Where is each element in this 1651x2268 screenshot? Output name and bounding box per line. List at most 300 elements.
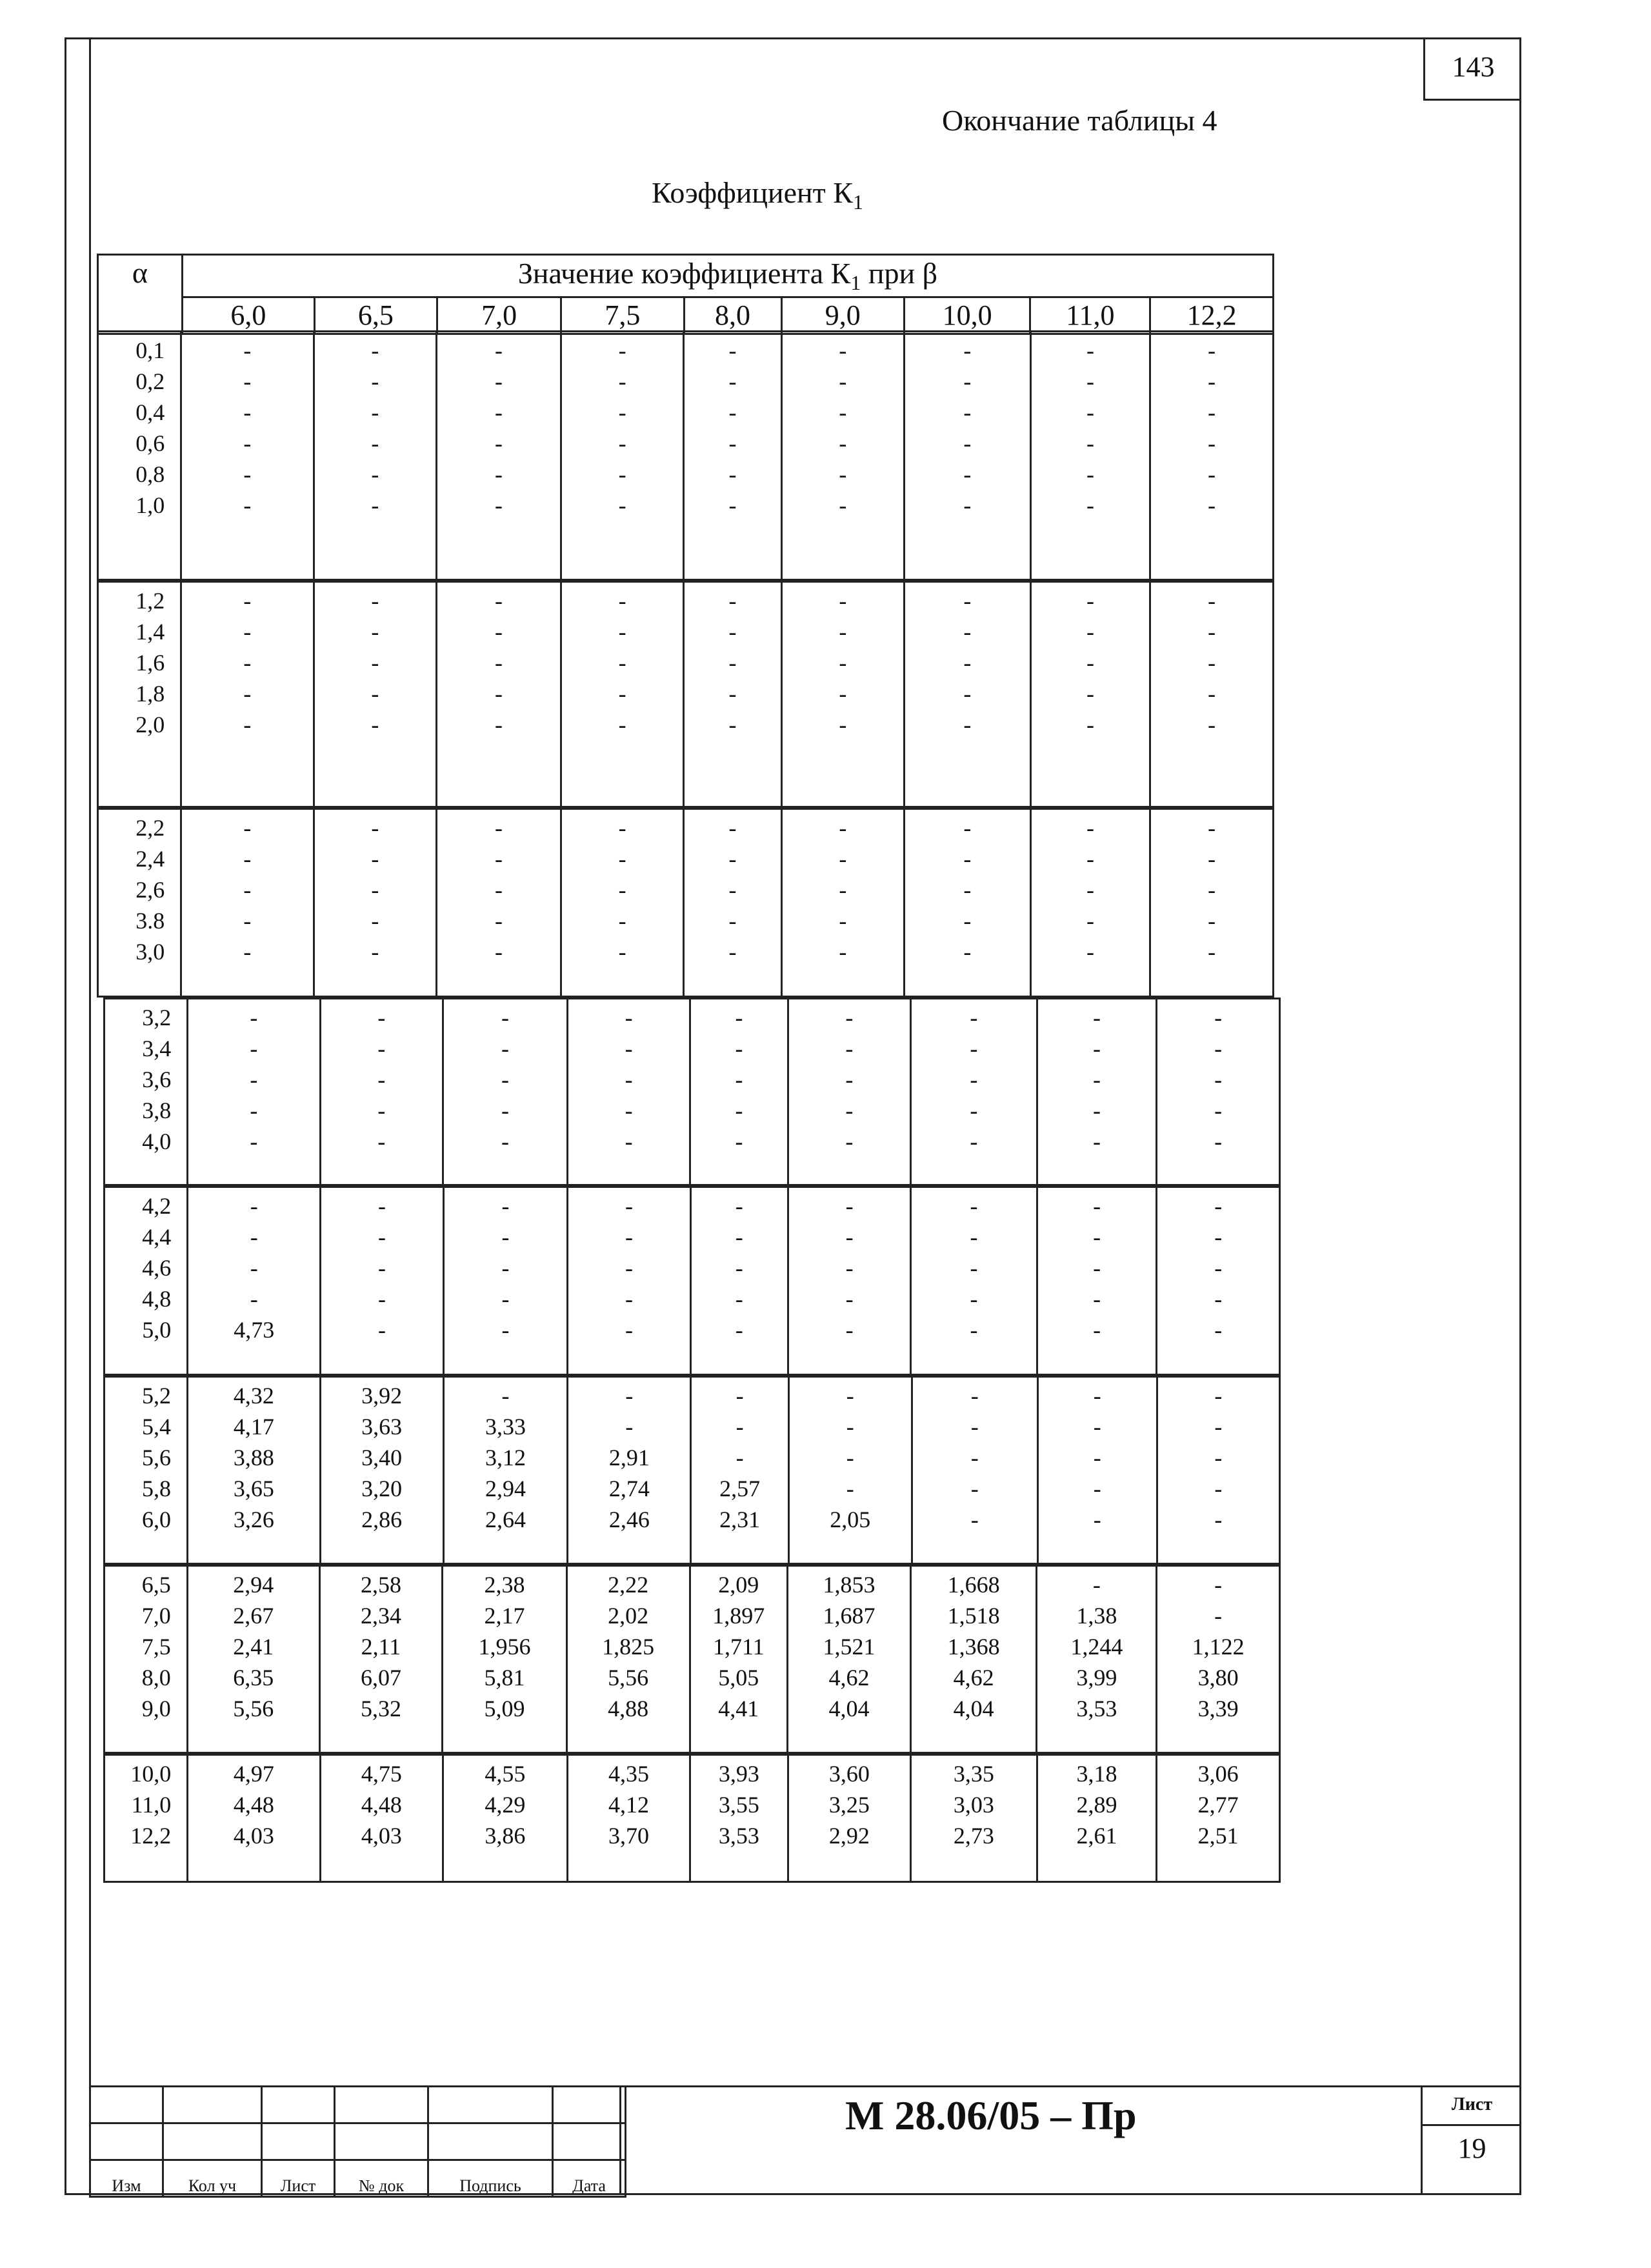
sheet-box [1421,2085,1521,2195]
k1-value: - [371,430,379,456]
table-row [105,999,1280,1185]
alpha-value: 9,0 [141,1696,171,1721]
k1-value: - [845,1098,854,1123]
k1-value: 4,48 [233,1792,274,1818]
k1-value: 3,53 [1076,1696,1117,1721]
k1-value: 4,04 [828,1696,870,1721]
k1-value: - [1086,588,1094,614]
k1-value: - [1214,1067,1223,1092]
sheet-label: Лист [1423,2085,1521,2126]
k1-value: - [728,712,737,738]
k1-value: - [1208,846,1216,872]
k1-value: - [625,1255,633,1281]
value-cell [561,332,684,580]
k1-value: 4,41 [718,1696,759,1721]
stamp-grid [89,2085,626,2198]
k1-value: - [618,908,626,934]
value-cell [1037,999,1157,1185]
alpha-value: 0,6 [135,430,165,456]
k1-value: - [839,877,847,903]
alpha-cell [105,1755,188,1882]
stamp-label: Подпись [428,2160,553,2197]
k1-value: - [845,1224,854,1250]
row-group [103,1186,1281,1376]
table-row [98,332,1274,580]
k1-value: - [501,1067,509,1092]
value-cell [314,582,437,807]
k1-value: - [970,1414,979,1440]
value-cell [566,1566,690,1753]
k1-value: - [845,1193,854,1219]
k1-value: 4,29 [485,1792,526,1818]
k1-value: - [845,1067,854,1092]
k1-value: 1,122 [1192,1634,1245,1660]
value-cell [1030,332,1150,580]
value-cell [690,999,788,1185]
k1-value: - [963,908,972,934]
k1-value: 3,40 [361,1445,403,1470]
k1-value: - [501,1036,509,1061]
k1-value: - [1086,368,1094,394]
k1-value: - [501,1129,509,1154]
k1-value: - [970,1098,978,1123]
k1-value: - [1214,1286,1223,1312]
k1-value: - [963,337,972,363]
row-group [97,581,1274,808]
k1-value: - [1093,1445,1101,1470]
beta-header: 8,0 [684,297,781,334]
alpha-value: 0,2 [135,368,165,394]
k1-value: - [371,681,379,707]
k1-value: - [494,681,503,707]
stamp-cell [335,2087,428,2123]
value-cell [568,1377,691,1564]
k1-value: - [735,1036,743,1061]
k1-value: - [839,681,847,707]
k1-value: - [970,1255,978,1281]
k1-value: - [377,1255,386,1281]
k1-value: 2,22 [608,1572,649,1598]
k1-value: - [377,1005,386,1030]
k1-value: - [371,650,379,676]
alpha-value: 4,6 [142,1255,172,1281]
k1-value: - [728,846,737,872]
k1-value: - [728,492,737,518]
k1-value: 1,368 [947,1634,1000,1660]
k1-value: - [728,368,737,394]
table-row [105,1187,1280,1375]
value-cell [443,1755,568,1882]
k1-value: - [371,619,379,645]
k1-value: 3,26 [233,1507,274,1532]
k1-value: 3,53 [718,1823,759,1849]
k1-value: - [1086,712,1094,738]
alpha-value: 1,6 [135,650,165,676]
alpha-value: 11,0 [131,1792,172,1818]
row-group [103,1376,1281,1565]
alpha-value: 6,5 [141,1572,171,1598]
k1-value: - [494,368,503,394]
k1-value: 2,38 [484,1572,525,1598]
k1-value: - [371,399,379,425]
k1-value: - [1208,681,1216,707]
k1-value: - [846,1476,854,1501]
k1-value: 4,62 [953,1665,994,1691]
stamp-row [90,2123,626,2160]
k1-value: 4,97 [233,1761,274,1787]
stamp-cell [428,2123,553,2160]
table-row [105,1755,1280,1882]
k1-value: - [1214,1414,1223,1440]
k1-value: - [243,846,252,872]
k1-value: - [963,368,972,394]
k1-value: - [735,1005,743,1030]
stamp-label: № док [335,2160,428,2197]
k1-value: - [970,1067,978,1092]
value-cell [1037,1755,1157,1882]
value-cell [1037,1566,1157,1753]
k1-value: 4,62 [828,1665,870,1691]
k1-value: 3,25 [828,1792,870,1818]
value-cell [188,999,320,1185]
k1-value: - [618,846,626,872]
k1-value: - [494,337,503,363]
k1-value: 2,11 [361,1634,401,1660]
k1-value: 2,31 [719,1507,761,1532]
value-cell [187,1566,319,1753]
k1-value: 3,99 [1076,1665,1117,1691]
value-cell [788,999,911,1185]
page-number: 143 [1423,37,1521,101]
value-cell [781,582,905,807]
alpha-value: 5,4 [142,1414,172,1440]
alpha-value: 10,0 [130,1761,172,1787]
k1-value: 2,86 [361,1507,403,1532]
k1-value: - [494,908,503,934]
k1-value: - [371,877,379,903]
k1-value: - [618,461,626,487]
k1-value: - [618,368,626,394]
alpha-value: 3,2 [142,1005,172,1030]
alpha-value: 1,4 [135,619,165,645]
value-cell [1030,809,1150,997]
value-cell [437,582,561,807]
value-cell [1037,1377,1157,1564]
alpha-header: α [98,255,183,334]
alpha-value: 4,4 [142,1224,172,1250]
alpha-value: 5,0 [142,1317,172,1343]
k1-value: 5,05 [718,1665,759,1691]
value-cell [314,332,437,580]
alpha-value: 3,8 [142,1098,172,1123]
k1-value: - [494,939,503,965]
value-cell [781,332,905,580]
document-code: М 28.06/05 – Пр [845,2092,1137,2138]
k1-value: - [501,1317,510,1343]
k1-value: 5,81 [484,1665,525,1691]
k1-value: 2,94 [485,1476,526,1501]
alpha-cell [98,332,181,580]
k1-value: - [839,588,847,614]
k1-value: - [1208,650,1216,676]
alpha-cell [105,1187,188,1375]
value-cell [781,809,905,997]
k1-value: - [501,1383,510,1409]
k1-value: - [494,588,503,614]
k1-value: - [1086,492,1094,518]
k1-value: - [1093,1286,1101,1312]
k1-value: - [1092,1572,1101,1598]
table-row [98,582,1274,807]
k1-value: - [970,1476,979,1501]
beta-header: 6,0 [182,297,314,334]
k1-value: 3,33 [485,1414,526,1440]
table-row [98,809,1274,997]
value-cell [561,582,684,807]
k1-value: 3,65 [233,1476,274,1501]
k1-value: - [371,337,379,363]
beta-header: 10,0 [904,297,1030,334]
value-cell [443,999,568,1185]
k1-value: 2,61 [1076,1823,1117,1849]
k1-value: 4,04 [953,1696,994,1721]
alpha-value: 5,6 [142,1445,172,1470]
k1-value: - [728,430,737,456]
k1-value: - [618,877,626,903]
k1-value: - [970,1286,978,1312]
k1-value: 2,02 [608,1603,649,1629]
k1-value: - [243,461,252,487]
k1-value: - [243,619,252,645]
k1-value: - [625,1317,633,1343]
k1-value: - [735,1255,743,1281]
k1-value: 2,67 [233,1603,274,1629]
k1-value: - [1208,492,1216,518]
k1-value: - [501,1224,510,1250]
alpha-value: 2,0 [135,712,165,738]
alpha-value: 5,2 [142,1383,172,1409]
k1-value: - [963,461,972,487]
k1-value: - [501,1193,510,1219]
k1-value: - [618,681,626,707]
k1-value: - [963,619,972,645]
k1-value: 2,77 [1197,1792,1239,1818]
k1-value: - [371,588,379,614]
k1-value: - [625,1193,633,1219]
k1-value: - [845,1036,854,1061]
k1-value: 1,853 [823,1572,876,1598]
k1-value: 2,46 [608,1507,650,1532]
value-cell [788,1566,911,1753]
stamp-cell [262,2087,335,2123]
value-cell [568,1187,691,1375]
value-cell [181,582,314,807]
k1-value: - [371,815,379,841]
k1-value: 4,48 [361,1792,402,1818]
k1-value: - [728,877,737,903]
k1-value: - [1214,1572,1223,1598]
k1-value: - [243,588,252,614]
k1-value: - [494,815,503,841]
k1-value: - [625,1224,633,1250]
k1-value: - [494,461,503,487]
table-row [105,1377,1280,1564]
k1-value: - [377,1317,386,1343]
alpha-value: 8,0 [141,1665,171,1691]
k1-value: - [494,877,503,903]
value-cell [788,1755,911,1882]
k1-value: - [1092,1036,1101,1061]
stamp-label: Лист [262,2160,335,2197]
beta-header: 7,0 [437,297,561,334]
value-cell [188,1755,320,1882]
value-cell [788,1187,911,1375]
beta-header: 7,5 [561,297,684,334]
value-cell [188,1187,321,1375]
k1-value: - [846,1383,854,1409]
k1-value: - [1208,908,1216,934]
k1-value: - [618,588,626,614]
k1-value: 2,58 [360,1572,401,1598]
alpha-cell [98,809,181,997]
k1-value: - [618,399,626,425]
k1-value: - [243,337,252,363]
value-cell [684,582,781,807]
k1-value: - [728,908,737,934]
k1-value: 4,03 [233,1823,274,1849]
k1-value: - [1214,1603,1223,1629]
value-cell [320,1377,443,1564]
stamp-label: Дата [553,2160,626,2197]
k1-value: - [377,1129,386,1154]
k1-value: - [494,399,503,425]
k1-value: 5,56 [608,1665,649,1691]
k1-value: - [243,492,252,518]
k1-value: - [1086,619,1094,645]
k1-value: - [494,846,503,872]
k1-value: - [1214,1036,1223,1061]
alpha-value: 7,0 [141,1603,171,1629]
k1-value: - [735,1286,743,1312]
k1-value: 1,825 [602,1634,655,1660]
k1-value: - [1214,1383,1223,1409]
beta-header: 12,2 [1150,297,1274,334]
k1-value: 3,18 [1076,1761,1117,1787]
k1-value: 2,17 [484,1603,525,1629]
value-cell [690,1187,788,1375]
k1-value: 3,35 [953,1761,994,1787]
value-cell [443,1566,567,1753]
span-header [182,255,1273,297]
row-group [97,330,1274,581]
value-cell [1157,999,1280,1185]
k1-value: - [970,1317,978,1343]
k1-value: 4,75 [361,1761,402,1787]
k1-value: - [494,492,503,518]
k1-value: - [728,588,737,614]
k1-value: 1,668 [947,1572,1000,1598]
k1-value: - [618,650,626,676]
k1-value: 2,64 [485,1507,526,1532]
k1-value: 5,56 [233,1696,274,1721]
k1-value: - [371,908,379,934]
k1-value: - [625,1036,633,1061]
k1-value: - [377,1224,386,1250]
k1-value: - [1208,712,1216,738]
k1-value: - [243,368,252,394]
k1-value: 3,60 [828,1761,870,1787]
k1-value: - [501,1005,509,1030]
k1-value: - [618,492,626,518]
k1-value: - [839,461,847,487]
k1-value: - [839,619,847,645]
value-cell [181,809,314,997]
k1-value: - [618,430,626,456]
k1-value: 5,32 [360,1696,401,1721]
k1-value: - [839,712,847,738]
k1-value: 3,55 [718,1792,759,1818]
value-cell [1150,582,1274,807]
k1-value: - [1208,337,1216,363]
k1-value: - [728,461,737,487]
k1-value: - [1214,1476,1223,1501]
k1-value: 2,94 [233,1572,274,1598]
k1-value: - [963,650,972,676]
alpha-value: 2,2 [135,815,165,841]
sheet-number: 19 [1457,2133,1486,2164]
k1-value: - [250,1193,258,1219]
k1-value: - [1092,1005,1101,1030]
k1-value: - [728,619,737,645]
k1-value: - [1093,1224,1101,1250]
continuation-title: Окончание таблицы 4 [942,104,1217,137]
value-cell [1157,1377,1279,1564]
k1-value: - [735,1317,743,1343]
k1-value: - [377,1098,386,1123]
k1-value: - [1208,368,1216,394]
k1-value: - [846,1445,854,1470]
k1-value: - [839,650,847,676]
k1-value: - [494,712,503,738]
table-title-prefix: Коэффициент К [652,176,853,209]
k1-value: - [1208,877,1216,903]
k1-value: - [839,908,847,934]
beta-header: 11,0 [1030,297,1150,334]
k1-value: - [250,1098,258,1123]
alpha-value: 0,1 [135,337,165,363]
stamp-cell [163,2087,262,2123]
k1-value: - [250,1005,258,1030]
k1-value: 2,57 [719,1476,761,1501]
k1-value: - [963,681,972,707]
k1-value: 1,956 [478,1634,531,1660]
k1-value: 4,03 [361,1823,402,1849]
k1-value: - [839,815,847,841]
k1-value: - [963,492,972,518]
alpha-value: 4,2 [142,1193,172,1219]
value-cell [561,809,684,997]
k1-value: 2,51 [1197,1823,1239,1849]
k1-value: - [970,1224,978,1250]
table-row [105,1566,1280,1753]
k1-value: - [970,1129,978,1154]
alpha-value: 3,4 [142,1036,172,1061]
value-cell [181,332,314,580]
k1-value: - [1214,1098,1223,1123]
k1-value: - [1086,908,1094,934]
k1-value: - [839,399,847,425]
k1-value: - [735,1193,743,1219]
